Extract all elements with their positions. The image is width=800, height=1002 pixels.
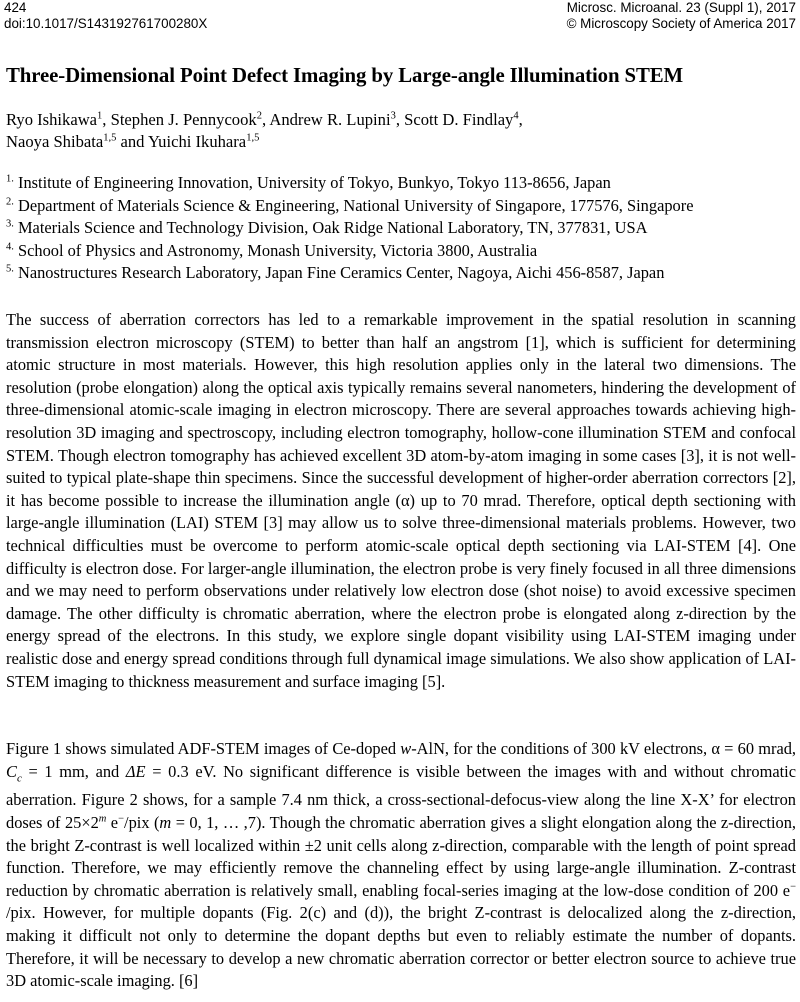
body-paragraph-2: Figure 1 shows simulated ADF-STEM images of Ce-doped w-AlN, for the conditions of 300 kV electrons, α = 60 mrad, $C_c = 1$ mm, and ΔE = 0.3 eV. No significant difference is visible between the images with and without chromatic aberration. Figure 2 shows, for a sample 7.4 nm thick, a cross-sectional-defocus-view along the line X-X’ for electron doses of $25\times 2^m$ e−/pix (m = 0, 1, … ,7). Though the chromatic aberration gives a slight elongation along the z-direction, the bright Z-contrast is well localized within ±2 unit cells along z-direction, comparable with the length of point spread function. Therefore, we may efficiently remove the channeling effect by using large-angle illumination. Z-contrast reduction by chromatic aberration is relatively small, enabling focal-series imaging at the low-dose condition of 200 e− /pix. However, for multiple dopants (Fig. 2(c) and (d)), the bright Z-contrast is delocalized along the z-direction, making it difficult not only to determine the dopant depths but even to reliably estimate the number of dopants. Therefore, it will be necessary to develop a new chromatic aberration corrector or better electron source to achieve true 3D atomic-scale imaging. [6]: [6, 739, 797, 991]
page-number: 424: [4, 0, 27, 15]
affiliation: $^{4.}$ School of Physics and Astronomy, Monash University, Victoria 3800, Australia: [6, 240, 538, 260]
author-list: [6, 109, 523, 153]
affiliation: $^{5.}$ Nanostructures Research Laboratory, Japan Fine Ceramics Center, Nagoya, Aichi 456-8587, Japan: [6, 263, 665, 283]
affiliation: $^{2.}$ Department of Materials Science & Engineering, National University of Singapore, 177576, Singapore: [6, 195, 694, 215]
author-line-1: Ryo Ishikawa$^1$, Stephen J. Pennycook$^2$, Andrew R. Lupini$^3$, Scott D. Findlay$^4$,: [6, 110, 523, 129]
affiliation: $^{1.}$ Institute of Engineering Innovation, University of Tokyo, Bunkyo, Tokyo 113-8656, Japan: [6, 173, 611, 192]
affiliation-list: [6, 172, 693, 285]
body-paragraph-1: The success of aberration correctors has led to a remarkable improvement in the spatial resolution in scanning transmission electron microscopy (STEM) to better than half an angstrom [1], which is sufficient for determining atomic structure in most materials. However, this high resolution applies only in the lateral two dimensions. The resolution (probe elongation) along the optical axis typically remains several nanometers, hindering the development of three-dimensional atomic-scale imaging in electron microscopy. There are several approaches towards achieving high-resolution 3D imaging and spectroscopy, including electron tomography, hollow-cone illumination STEM and confocal STEM. Though electron tomography has achieved excellent 3D atom-by-atom imaging in some cases [3], it is not well-suited to typical plate-shape thin specimens. Since the successful development of higher-order aberration correctors [2], it has become possible to increase the illumination angle (α) up to 70 mrad. Therefore, optical depth sectioning with large-angle illumination (LAI) STEM [3] may allow us to solve three-dimensional materials problems. However, two technical difficulties must be overcome to perform atomic-scale optical depth sectioning via LAI-STEM [4]. One difficulty is electron dose. For larger-angle illumination, the electron probe is very finely focused in all three dimensions and we may need to perform observations under relatively low electron dose (shot noise) to avoid excessive specimen damage. The other difficulty is chromatic aberration, where the electron probe is elongated along z-direction by the energy spread of the electrons. In this study, we explore single dopant visibility using LAI-STEM imaging under realistic dose and energy spread conditions through full dynamical image simulations. We also show application of LAI-STEM imaging to thickness measurement and surface imaging [5].: [6, 310, 796, 691]
journal-citation: Microsc. Microanal. 23 (Suppl 1), 2017: [566, 0, 796, 15]
author-line-2: Naoya Shibata$^{1,5}$ and Yuichi Ikuhara$^{1,5}$: [6, 132, 260, 151]
author: Ryo Ishikawa: [6, 110, 98, 129]
paper-title: Three-Dimensional Point Defect Imaging by Large-angle Illumination STEM: [6, 64, 684, 87]
author: Andrew R. Lupini: [269, 110, 391, 129]
copyright: © Microscopy Society of America 2017: [566, 16, 796, 31]
author: Yuichi Ikuhara: [148, 132, 247, 151]
author: Scott D. Findlay: [404, 110, 514, 129]
author: Stephen J. Pennycook: [110, 110, 257, 129]
doi: doi:10.1017/S143192761700280X: [4, 16, 208, 31]
running-header: [4, 0, 796, 32]
affiliation: $^{3.}$ Materials Science and Technology Division, Oak Ridge National Laboratory, TN, 377831, USA: [6, 218, 648, 238]
author: Naoya Shibata: [6, 132, 104, 151]
